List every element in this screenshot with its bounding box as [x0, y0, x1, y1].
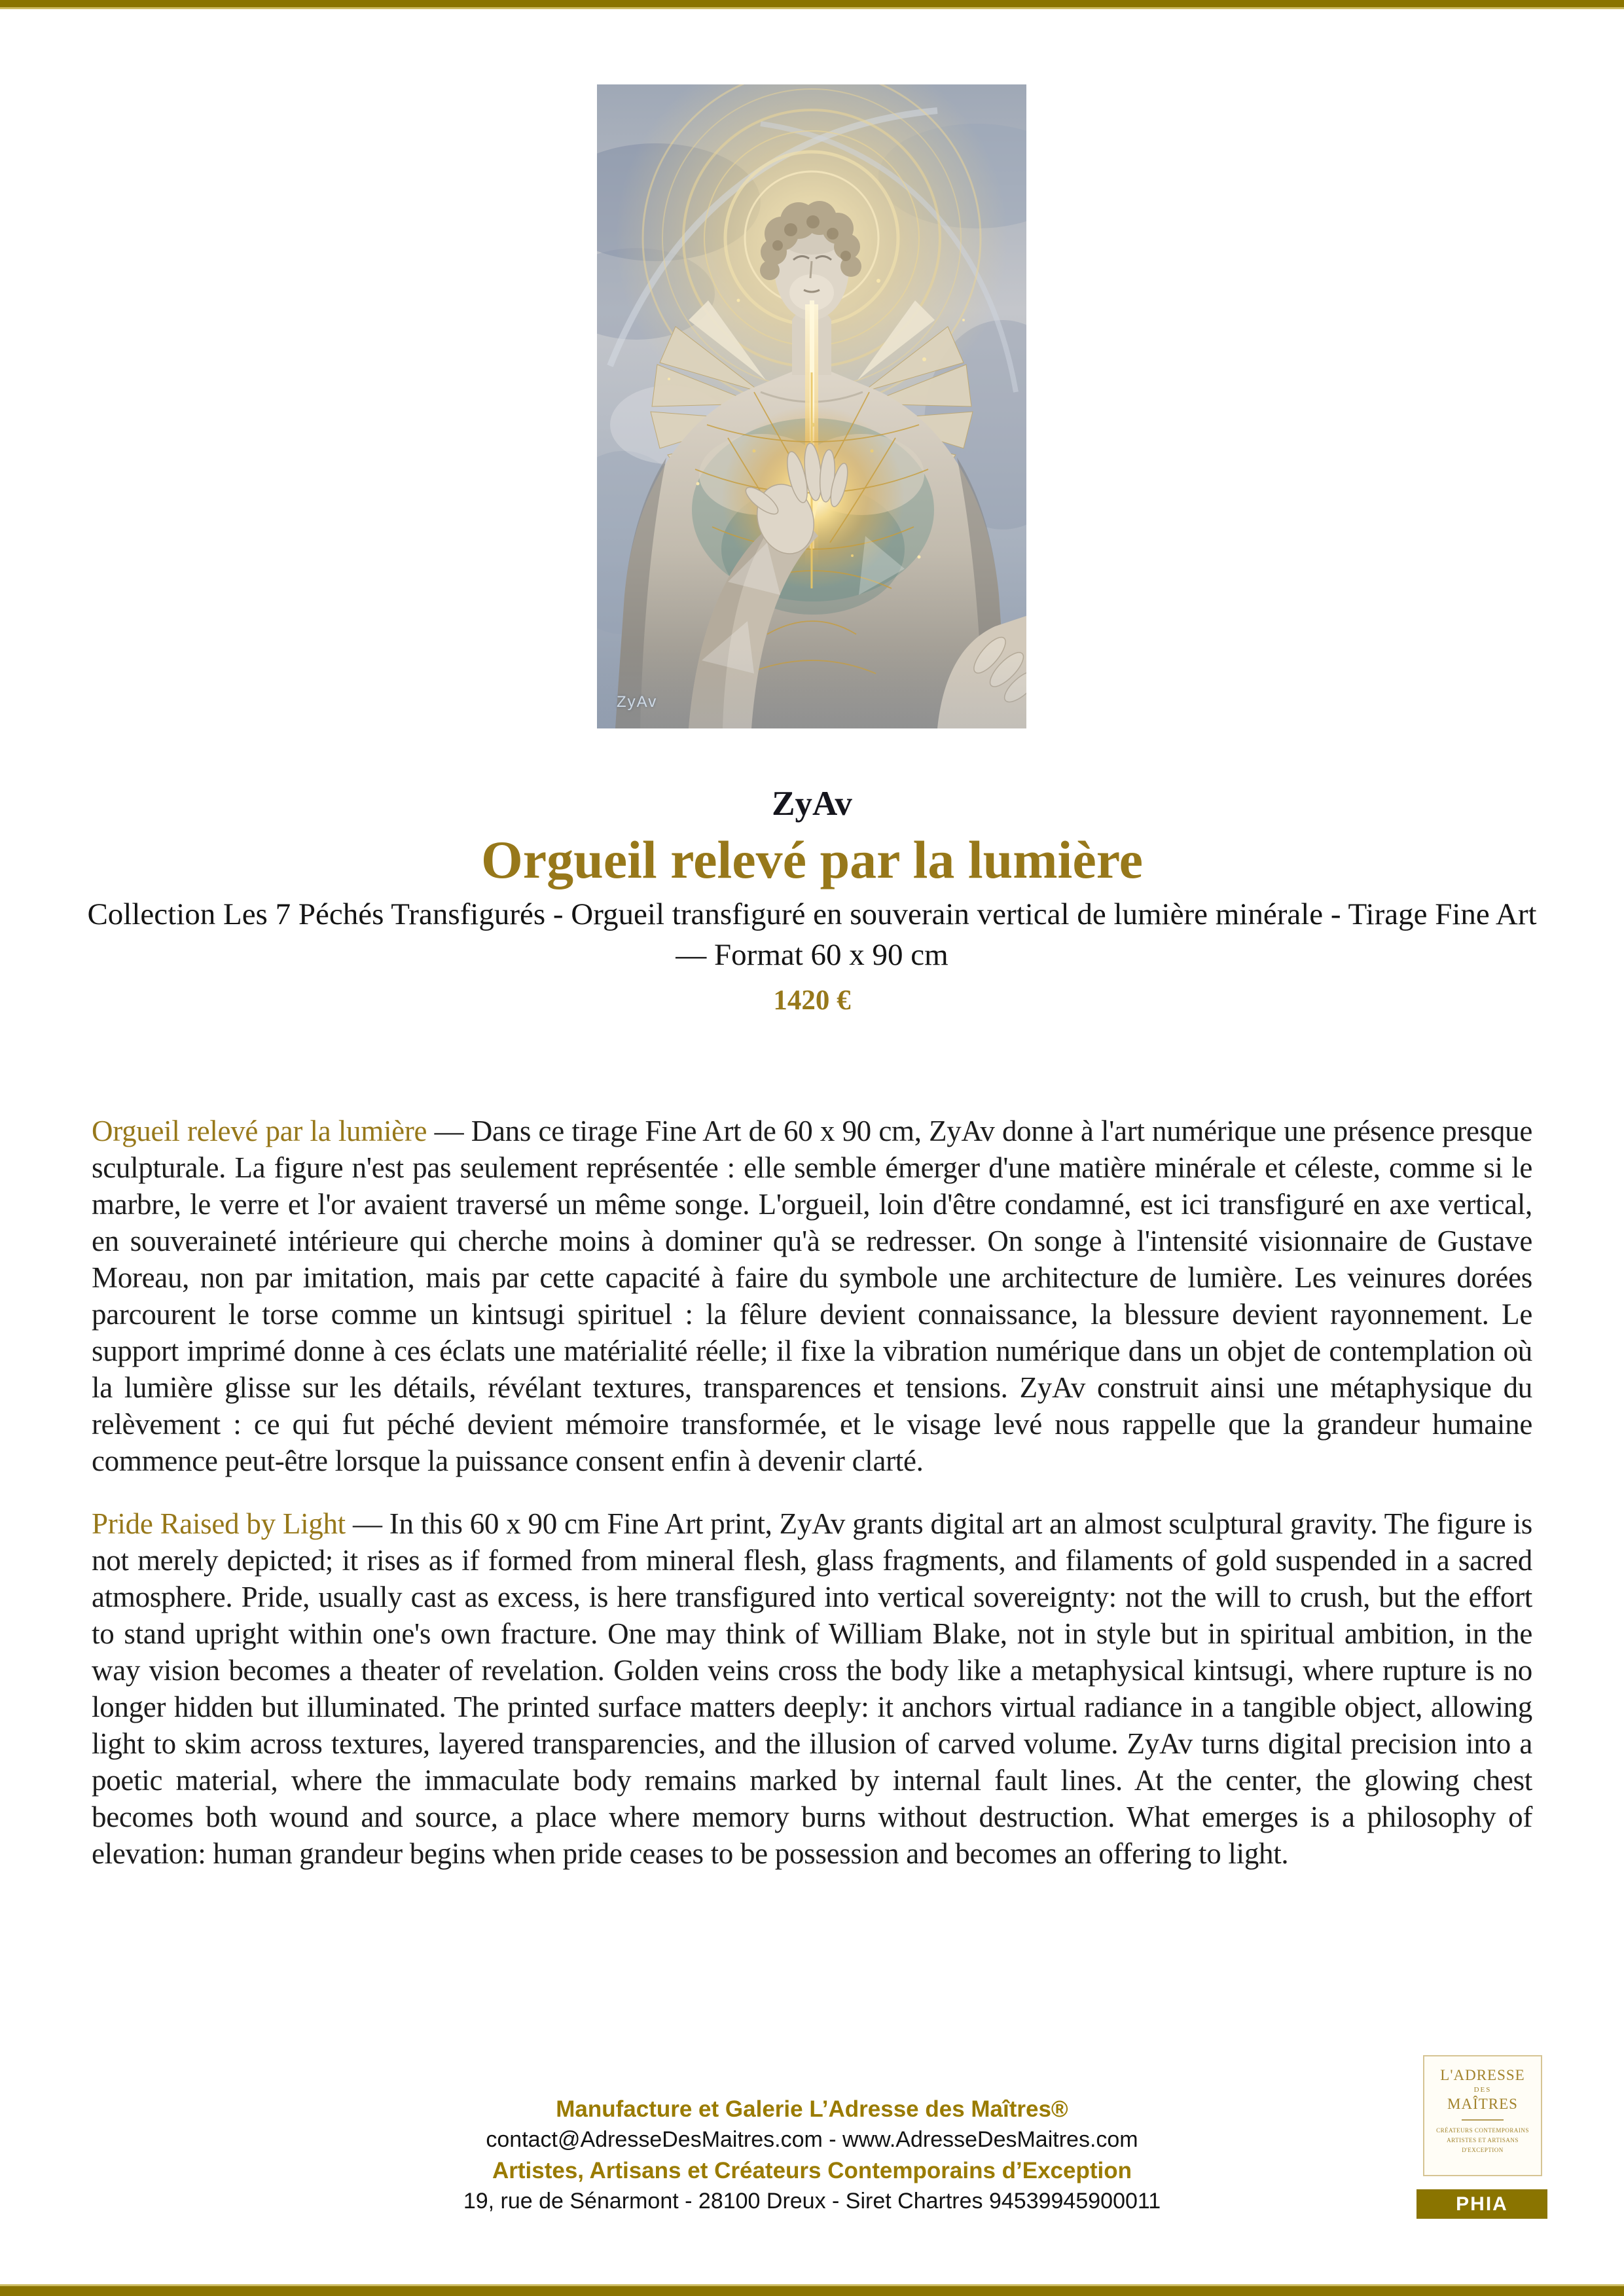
- artwork-price: 1420 €: [773, 985, 851, 1016]
- descriptions: [92, 1113, 1532, 1898]
- gallery-logo-line3: MAÎTRES: [1447, 2096, 1518, 2112]
- gallery-logo-line1: L'ADRESSE: [1440, 2067, 1525, 2083]
- artwork-title: Orgueil relevé par la lumière: [480, 830, 1144, 889]
- artist-name: ZyAv: [772, 785, 852, 823]
- artwork-subtitle: Collection Les 7 Péchés Transfigurés - Orgueil transfiguré en souverain vertical de lumière minérale - Tirage Fine Art — Format 60 x 90 cm: [87, 897, 1537, 972]
- description-french-body: — Dans ce tirage Fine Art de 60 x 90 cm, ZyAv donne à l'art numérique une présence presque sculpturale. La figure n'est pas seulement représentée : elle semble émerger d'une matière minérale et céleste, comme si le marbre, le verre et l'or avaient traversé un même songe. L'orgueil, loin d'être condamné, est ici transfiguré en axe vertical, en souveraineté intérieure qui cherche moins à dominer qu'à se redresser. On songe à l'intensité visionnaire de Gustave Moreau, non par imitation, mais par cette capacité à faire du symbole une architecture de lumière. Les veinures dorées parcourent le torse comme un kintsugi spirituel : la fêlure devient connaissance, la blessure devient rayonnement. Le support imprimé donne à ces éclats une matérialité réelle; il fixe la vibration numérique dans un objet de contemplation où la lumière glisse sur les détails, révélant textures, transparences et tensions. ZyAv construit ainsi une métaphysique du relèvement : ce qui fut péché devient mémoire transformée, et le visage levé nous rappelle que la grandeur humaine commence peut-être lorsque la puissance consent enfin à devenir clarté.: [92, 1115, 1532, 1477]
- phia-badge-label: PHIA: [1456, 2193, 1508, 2215]
- top-border-accent-line: [0, 7, 1624, 9]
- footer-gallery-name: Manufacture et Galerie L’Adresse des Maîtres®: [556, 2096, 1068, 2122]
- gallery-logo-line2: DES: [1473, 2086, 1492, 2094]
- footer: [0, 2094, 1624, 2217]
- description-english-lead: Pride Raised by Light: [92, 1507, 346, 1540]
- title-block: [0, 783, 1624, 1017]
- footer-address: 19, rue de Sénarmont - 28100 Dreux - Siret Chartres 94539945900011: [463, 2189, 1161, 2214]
- phia-badge: [1416, 2189, 1547, 2219]
- artwork-image: [597, 84, 1026, 728]
- artist-signature: ZyAv: [617, 693, 658, 711]
- gallery-logo-sub2: ARTISTES ET ARTISANS: [1447, 2137, 1519, 2144]
- gallery-logo-divider: [1462, 2119, 1504, 2121]
- description-english-body: — In this 60 x 90 cm Fine Art print, ZyAv grants digital art an almost sculptural gravity. The figure is not merely depicted; it rises as if formed from mineral flesh, glass fragments, and filaments of gold suspended in a sacred atmosphere. Pride, usually cast as excess, is here transfigured into vertical sovereignty: not the will to crush, but the effort to stand upright within one's own fracture. One may think of William Blake, not in style but in spiritual ambition, in the way vision becomes a theater of revelation. Golden veins cross the body like a metaphysical kintsugi, where rupture is no longer hidden but illuminated. The printed surface matters deeply: it anchors virtual radiance in a tangible object, allowing light to skim across textures, layered transparencies, and the illusion of carved volume. ZyAv turns digital precision into a poetic material, where the immaculate body remains marked by internal fault lines. At the center, the glowing chest becomes both wound and source, a place where memory burns without destruction. What emerges is a philosophy of elevation: human grandeur begins when pride ceases to be possession and becomes an offering to light.: [92, 1507, 1532, 1870]
- gallery-logo-sub3: D'EXCEPTION: [1462, 2147, 1504, 2153]
- footer-contact: contact@AdresseDesMaitres.com - www.AdresseDesMaitres.com: [486, 2127, 1138, 2152]
- bottom-border-bar: [0, 2286, 1624, 2296]
- artwork-illustration: [597, 84, 1026, 728]
- gallery-logo-sub1: CRÉATEURS CONTEMPORAINS: [1436, 2127, 1529, 2134]
- top-border-bar: [0, 0, 1624, 7]
- description-french-lead: Orgueil relevé par la lumière: [92, 1115, 427, 1147]
- footer-tagline: Artistes, Artisans et Créateurs Contemporains d’Exception: [492, 2158, 1132, 2183]
- description-french: [92, 1113, 1532, 1479]
- description-english: [92, 1505, 1532, 1872]
- gallery-logo: [1423, 2055, 1542, 2176]
